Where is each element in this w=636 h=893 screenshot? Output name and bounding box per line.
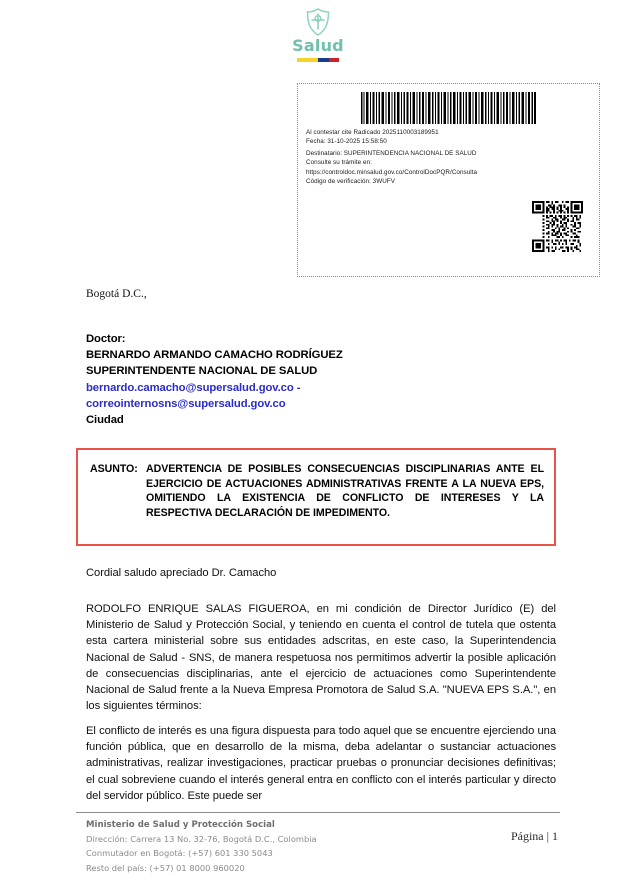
addressee-block <box>86 331 343 428</box>
addressee-email-primary[interactable]: bernardo.camacho@supersalud.gov.co - <box>86 381 301 394</box>
radicado-cite-line: Al contestar cite Radicado 2025110003189951 <box>306 129 439 136</box>
footer-address: Dirección: Carrera 13 No. 32-76, Bogotá D.C., Colombia <box>86 834 317 845</box>
footer-national-line: Resto del país: (+57) 01 8000 960020 <box>86 862 245 873</box>
addressee-name: BERNARDO ARMANDO CAMACHO RODRÍGUEZ <box>86 349 343 362</box>
radicado-text-block <box>306 128 591 186</box>
salud-shield-icon <box>305 8 331 36</box>
salud-logo <box>0 8 636 62</box>
footer-switchboard: Conmutador en Bogotá: (+57) 601 330 5043 <box>86 848 273 859</box>
addressee-city: Ciudad <box>86 414 124 427</box>
subject-text: ADVERTENCIA DE POSIBLES CONSECUENCIAS DISCIPLINARIAS ANTE EL EJERCICIO DE ACTUACIONES ADMINISTRATIVAS FRENTE A LA NUEVA EPS, OMITIENDO LA EXISTENCIA DE CONFLICTO DE INTERESES Y LA RESPECTIVA DECLARACIÓN DE IMPEDIMENTO. <box>146 463 544 519</box>
footer-entity: Ministerio de Salud y Protección Social <box>86 820 275 830</box>
letter-paragraph-2: El conflicto de interés es una figura dispuesta para todo aquel que se encuentre ejerciendo una función pública, que en desarrollo de la misma, deba adelantar o sustanciar actuaciones administrativas, realizar investigaciones, practicar pruebas o pronunciar decisiones definitivas; el cual sobreviene cuando el interés general entra en conflicto con el interés particular y directo del servidor público. Este puede ser <box>86 725 556 802</box>
radicado-stamp-box <box>297 83 600 277</box>
qr-code[interactable] <box>532 201 583 252</box>
footer-block <box>86 818 317 875</box>
barcode <box>361 92 536 124</box>
letter-city: Bogotá D.C., <box>86 288 147 300</box>
radicado-codigo-line: Código de verificación: 3WUFV <box>306 178 395 186</box>
addressee-title: Doctor: <box>86 333 126 345</box>
radicado-consulte-line: Consulte su trámite en: <box>306 159 372 167</box>
addressee-email-secondary[interactable]: correointernosns@supersalud.gov.co <box>86 397 286 410</box>
logo-wordmark: Salud <box>292 36 344 55</box>
radicado-url-line[interactable]: https://controldoc.minsalud.gov.co/ControlDocPQR/Consulta <box>306 168 478 176</box>
subject-block <box>90 462 544 520</box>
letter-paragraph-1: RODOLFO ENRIQUE SALAS FIGUEROA, en mi condición de Director Jurídico (E) del Ministerio de Salud y Protección Social, y teniendo en cuenta el control de tutela que ostenta esta cartera ministerial sobre sus entidades adscritas, en este caso, la Superintendencia Nacional de Salud - SNS, de manera respetuosa nos permitimos advertir la posible aplicación de consecuencias disciplinarias, ante el ejercicio de actuaciones como Superintendente Nacional de Salud frente a la Nueva Empresa Promotora de Salud S.A. "NUEVA EPS S.A.", en los siguientes términos: <box>86 603 556 713</box>
footer-divider <box>76 812 560 813</box>
subject-label: ASUNTO: <box>90 463 138 475</box>
radicado-fecha-line: Fecha: 31-10-2025 15:58:50 <box>306 138 387 146</box>
radicado-destinatario-line: Destinatario: SUPERINTENDENCIA NACIONAL DE SALUD <box>306 149 477 157</box>
colombia-flag-bar <box>297 58 339 62</box>
page-number: Página | 1 <box>510 829 558 843</box>
letter-greeting: Cordial saludo apreciado Dr. Camacho <box>86 567 277 579</box>
addressee-role: SUPERINTENDENTE NACIONAL DE SALUD <box>86 365 318 378</box>
subject-highlight-box <box>76 448 556 546</box>
